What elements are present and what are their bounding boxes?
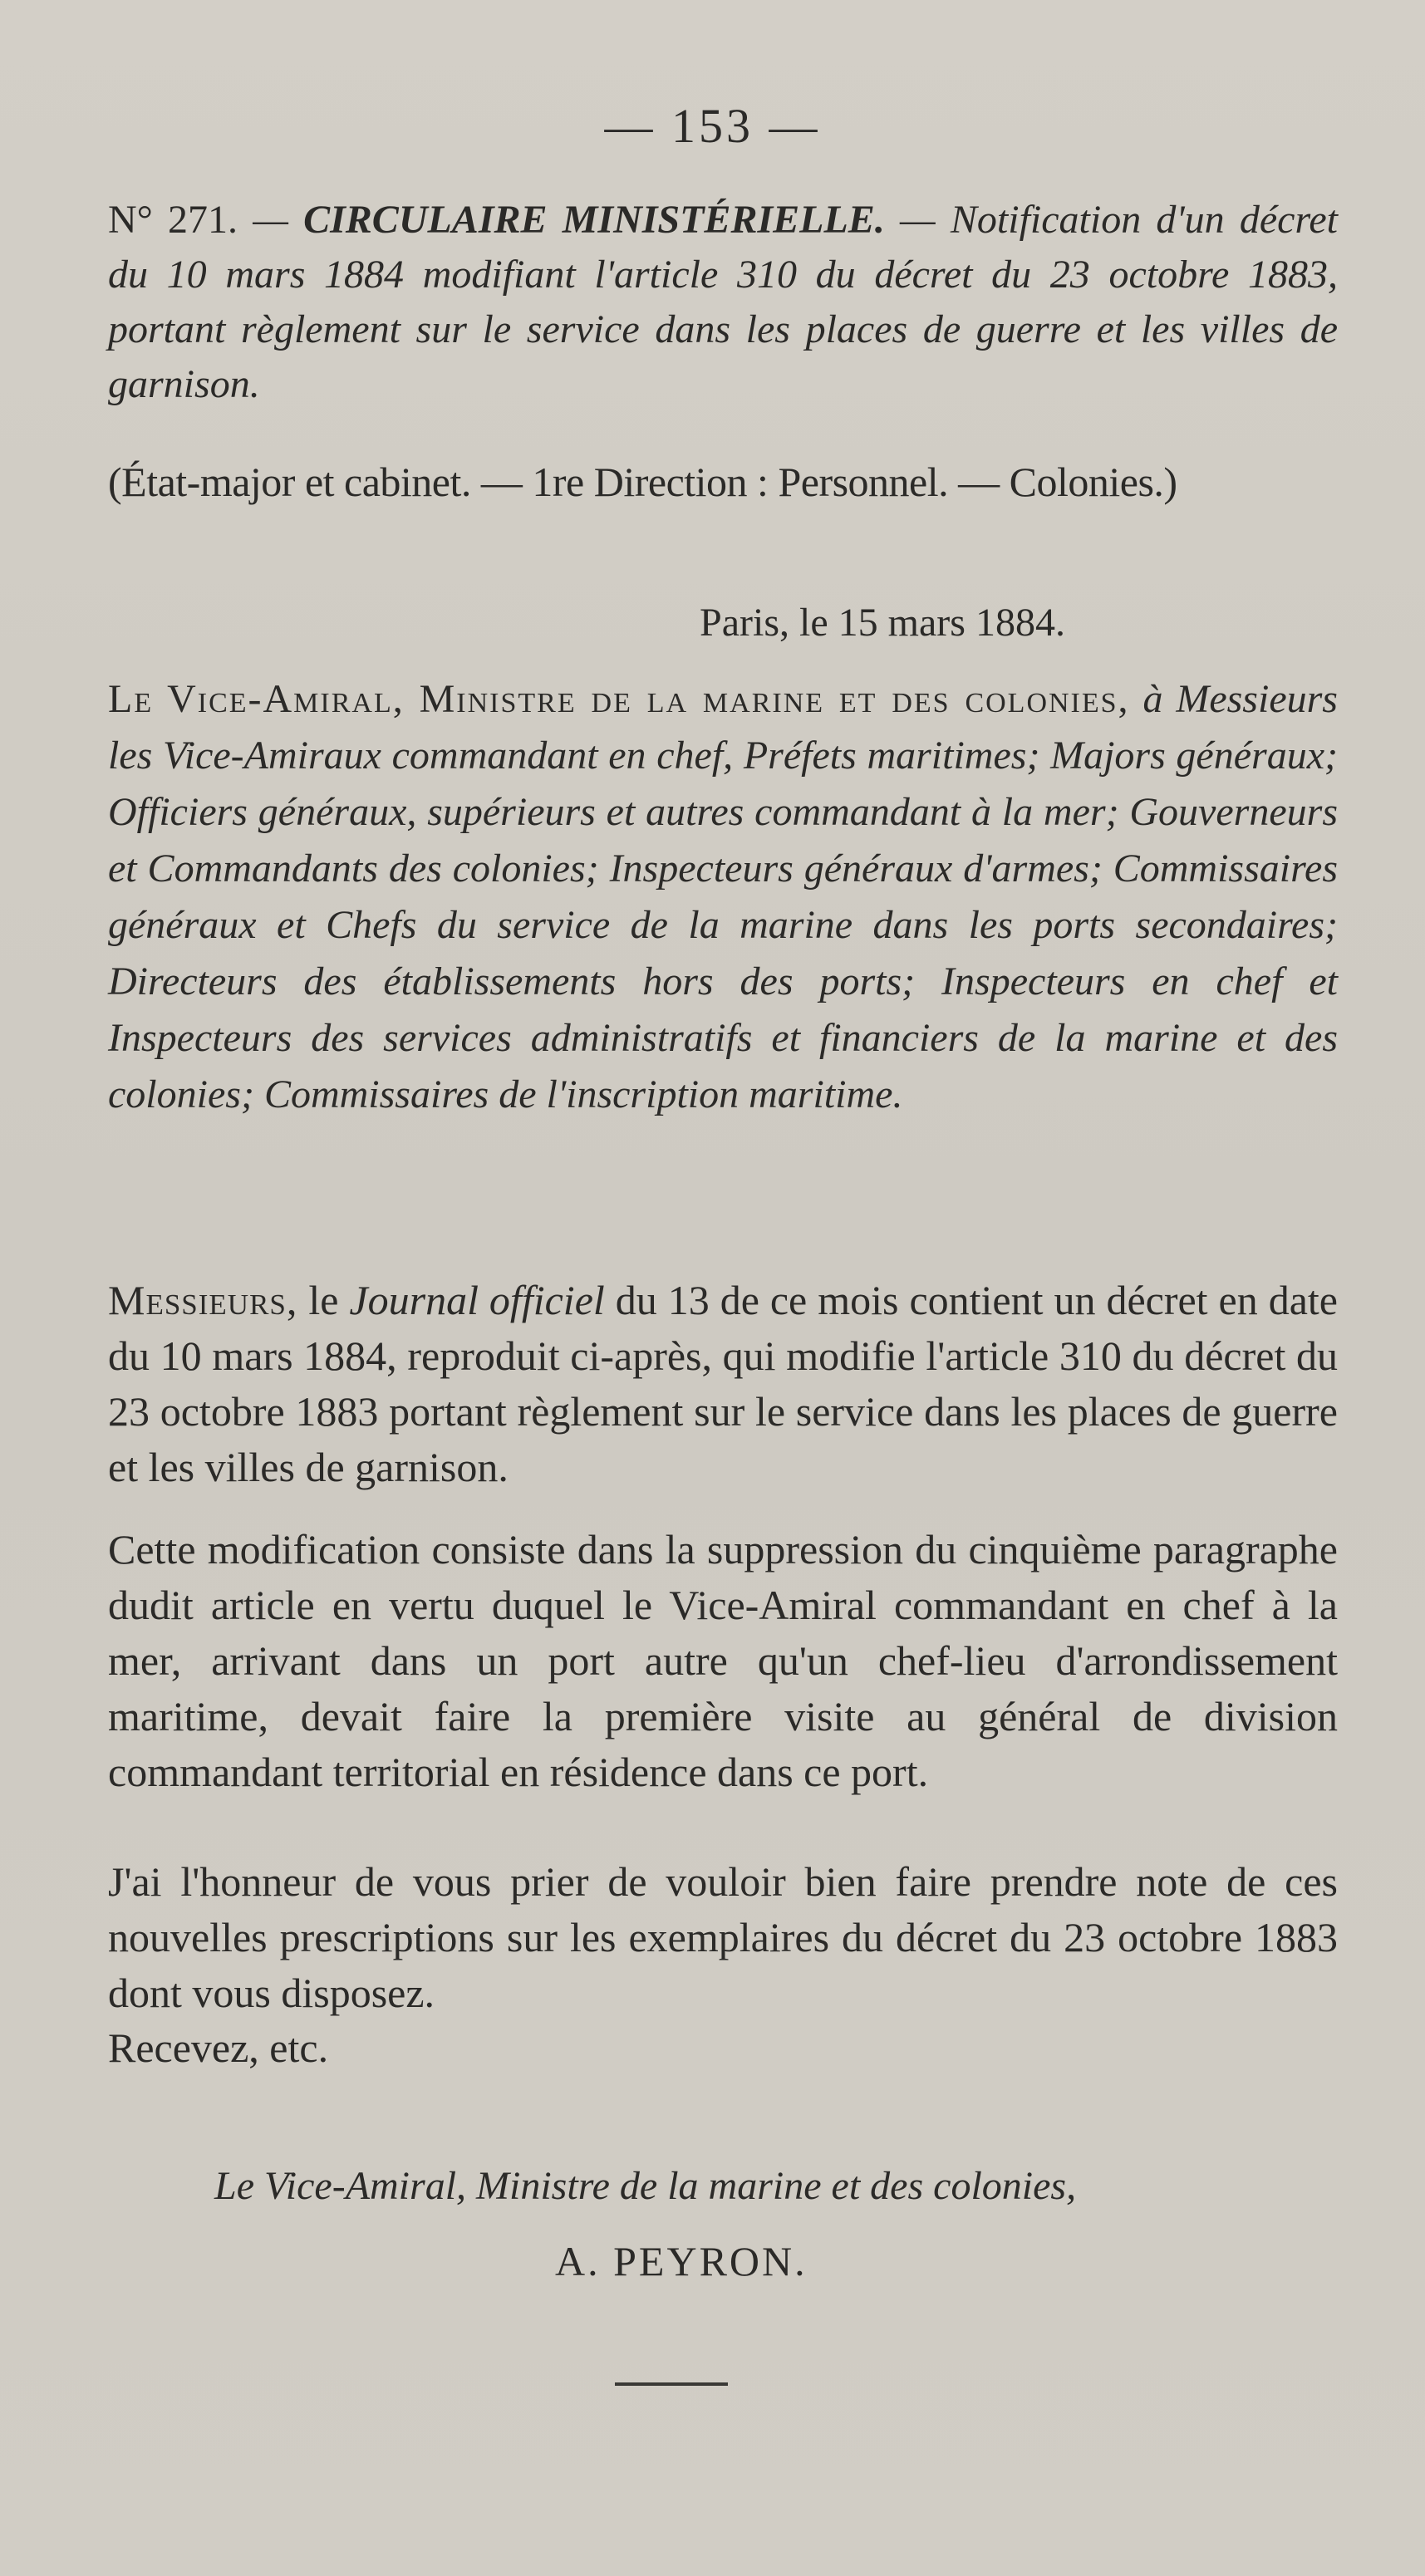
- direction-line: (État-major et cabinet. — 1re Direction : Personnel. — Colonies.): [108, 459, 1177, 505]
- heading-dash: —: [884, 198, 951, 242]
- journal-title: Journal officiel: [349, 1277, 605, 1323]
- circular-number: N° 271.: [108, 198, 238, 242]
- address-block: [108, 671, 1338, 1123]
- heading-dash: —: [238, 198, 304, 242]
- signature-name: A. PEYRON.: [555, 2238, 808, 2284]
- signature-title: Le Vice-Amiral, Ministre de la marine et des colonies,: [214, 2164, 1077, 2208]
- paragraph-4: [108, 2020, 1338, 2076]
- paragraph-3: [108, 1854, 1338, 2021]
- date-line: Paris, le 15 mars 1884.: [700, 601, 1065, 645]
- circular-title: CIRCULAIRE MINISTÉRIELLE.: [303, 198, 885, 242]
- closing-text: Recevez, etc.: [108, 2024, 329, 2071]
- page-number: — 153 —: [604, 99, 821, 153]
- paragraph-1-text-b: du 13 de ce mois contient un décret en date du 10 mars 1884, reproduit ci-après, qui modifie l'article 310 du décret du 23 octobre 1883 portant règlement sur le service dans les places de guerre et les villes de garnison.: [108, 1277, 1338, 1490]
- address-sender: Le Vice-Amiral, Ministre de la marine et des colonies,: [108, 677, 1130, 721]
- address-recipients: à Messieurs les Vice-Amiraux commandant en chef, Préfets maritimes; Majors généraux; Officiers généraux, supérieurs et autres commandant à la mer; Gouverneurs et Commandants des colonies; Inspecteurs généraux d'armes; Commissaires généraux et Chefs du service de la marine dans les ports secondaires; Directeurs des établissements hors des ports; Inspecteurs en chef et Inspecteurs des services administratifs et financiers de la marine et des colonies; Commissaires de l'inscription maritime.: [108, 677, 1338, 1116]
- paragraph-1-text-a: le: [297, 1277, 350, 1323]
- paragraph-1: [108, 1273, 1338, 1495]
- closing-rule: [615, 2382, 728, 2386]
- paragraph-3-text: J'ai l'honneur de vous prier de vouloir bien faire prendre note de ces nouvelles prescriptions sur les exemplaires du décret du 23 octobre 1883 dont vous disposez.: [108, 1858, 1338, 2016]
- paragraph-2-text: Cette modification consiste dans la suppression du cinquième paragraphe dudit article en vertu duquel le Vice-Amiral commandant en chef à la mer, arrivant dans un port autre qu'un chef-lieu d'arrondissement maritime, devait faire la première visite au général de division commandant territorial en résidence dans ce port.: [108, 1526, 1338, 1795]
- salutation: Messieurs,: [108, 1277, 298, 1323]
- circular-heading: [108, 193, 1338, 412]
- paragraph-2: [108, 1522, 1338, 1800]
- circular-subject: Notification d'un décret du 10 mars 1884 modifiant l'article 310 du décret du 23 octobre 1883, portant règlement sur le service dans les places de guerre et les villes de garnison.: [108, 198, 1338, 406]
